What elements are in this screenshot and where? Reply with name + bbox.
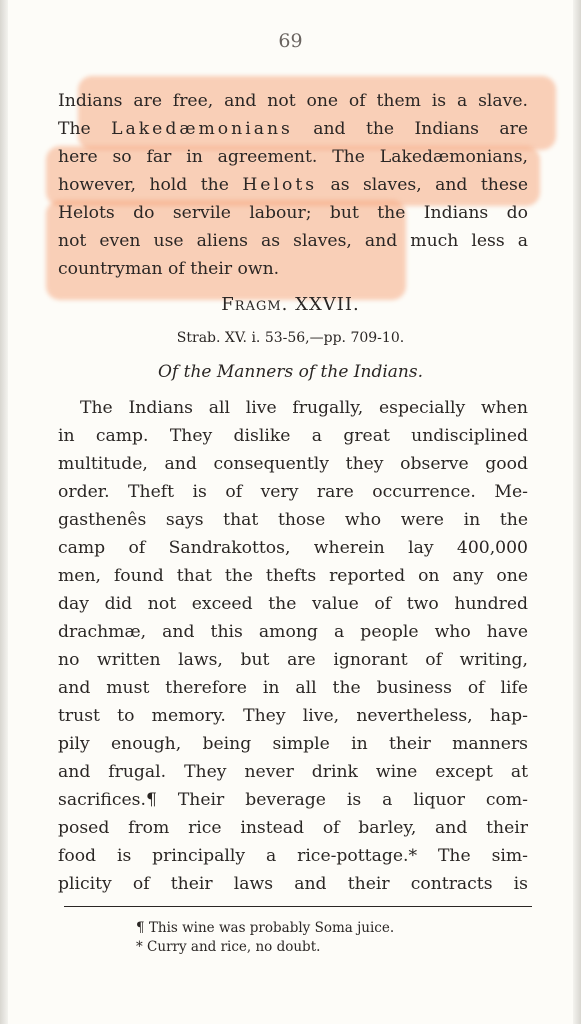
paragraph-line: Helots do servile labour; but the Indians do xyxy=(58,203,528,223)
paragraph-line: drachmæ, and this among a people who have xyxy=(58,622,528,642)
spaced-word: Lakedæmonians xyxy=(111,119,293,139)
paragraph-line: sacrifices.¶ Their beverage is a liquor com- xyxy=(58,790,528,810)
paragraph-line: no written laws, but are ignorant of writing, xyxy=(58,650,528,670)
paragraph-line: countryman of their own. xyxy=(58,259,280,279)
paragraph-line: multitude, and consequently they observe good xyxy=(58,454,528,474)
footnote: ¶ This wine was probably Soma juice. xyxy=(136,920,395,936)
page-edge-shadow-left xyxy=(0,0,8,1024)
paragraph-line: food is principally a rice-pottage.* The sim- xyxy=(58,846,528,866)
spaced-word: Helots xyxy=(242,175,318,195)
paragraph-line: camp of Sandrakottos, wherein lay 400,000 xyxy=(58,538,528,558)
paragraph-line: The Indians all live frugally, especially when xyxy=(80,398,528,418)
paragraph-line: Indians are free, and not one of them is a slave. xyxy=(58,91,528,111)
paragraph-line: order. Theft is of very rare occurrence. Me- xyxy=(58,482,528,502)
page-edge-shadow-right xyxy=(573,0,581,1024)
fragment-reference: Strab. XV. i. 53-56,—pp. 709-10. xyxy=(176,330,405,346)
fragment-subtitle: Of the Manners of the Indians. xyxy=(157,362,423,382)
paragraph-line: and must therefore in all the business of life xyxy=(58,678,528,698)
fragment-number: XXVII. xyxy=(295,294,360,315)
paragraph-line: day did not exceed the value of two hundred xyxy=(58,594,528,614)
footnote: * Curry and rice, no doubt. xyxy=(136,939,321,955)
paragraph-line: plicity of their laws and their contracts is xyxy=(58,874,528,894)
paragraph-line: not even use aliens as slaves, and much less a xyxy=(58,231,528,251)
paragraph-line: however, hold the Helots as slaves, and these xyxy=(58,175,528,195)
paragraph-line: in camp. They dislike a great undisciplined xyxy=(58,426,528,446)
footnote-divider xyxy=(64,906,532,907)
fragment-prefix: Fragm. xyxy=(221,294,289,315)
page-number: 69 xyxy=(278,30,303,52)
paragraph-line: posed from rice instead of barley, and their xyxy=(58,818,528,838)
fragment-heading xyxy=(0,294,581,315)
paragraph-line: pily enough, being simple in their manners xyxy=(58,734,528,754)
paragraph-line: men, found that the thefts reported on any one xyxy=(58,566,528,586)
paragraph-line: and frugal. They never drink wine except at xyxy=(58,762,528,782)
paragraph-line: trust to memory. They live, nevertheless, hap- xyxy=(58,706,528,726)
paragraph-line: The Lakedæmonians and the Indians are xyxy=(58,119,528,139)
paragraph-line: gasthenês says that those who were in the xyxy=(58,510,528,530)
paragraph-line: here so far in agreement. The Lakedæmonians, xyxy=(58,147,528,167)
